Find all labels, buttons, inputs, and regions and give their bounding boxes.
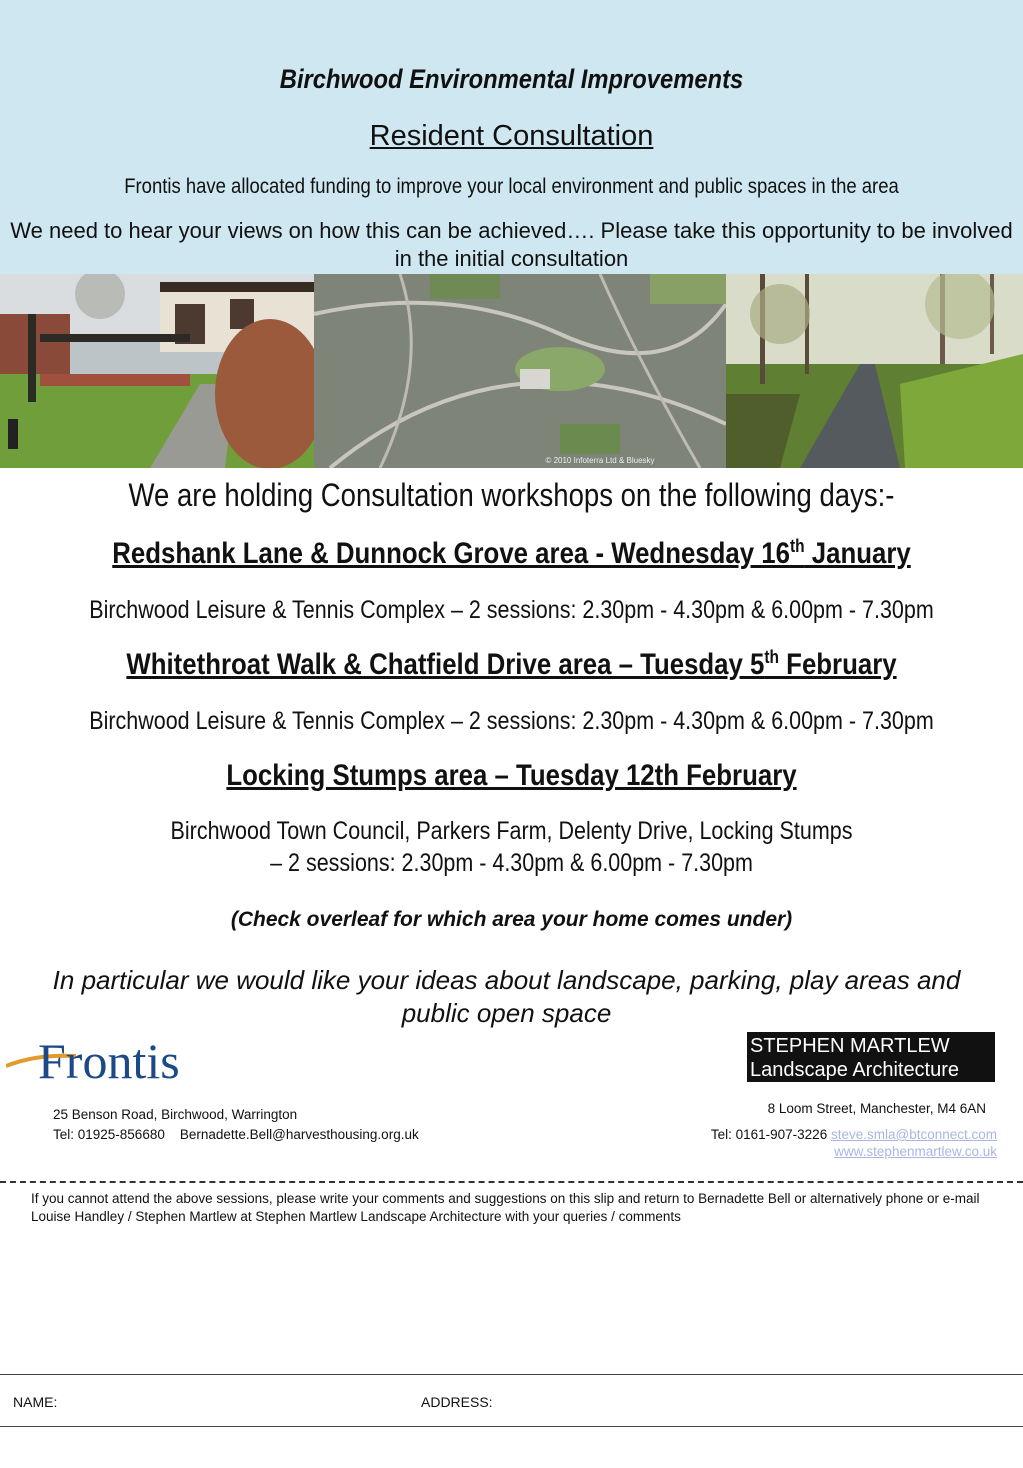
- sm-logo-line2: Landscape Architecture: [750, 1059, 960, 1081]
- aerial-photo: [314, 274, 726, 468]
- page-title: Birchwood Environmental Improvements: [279, 64, 744, 94]
- slip-bottom-rule: [0, 1426, 1023, 1427]
- session-2-area-sup: th: [764, 647, 780, 667]
- funding-text: Frontis have allocated funding to improve your local environment and public spaces in the area: [124, 175, 899, 198]
- session-1-area: [72, 537, 952, 571]
- stephen-martlew-logo: [747, 1032, 995, 1082]
- sm-logo-line1: STEPHEN MARTLEW: [750, 1035, 950, 1057]
- address-label: ADDRESS:: [421, 1394, 493, 1410]
- martlew-website-line: [711, 1142, 997, 1162]
- views-text: We need to hear your views on how this can be achieved…. Please take this opportunity to be involved in the initial consultation: [10, 218, 1013, 271]
- session-3-area-text: Locking Stumps area – Tuesday 12th February: [226, 759, 797, 792]
- martlew-email-link[interactable]: steve.smla@btconnect.com: [830, 1127, 997, 1142]
- martlew-contact: [711, 1099, 997, 1162]
- photo-strip-image: [0, 274, 1023, 468]
- session-1-area-sup: th: [789, 536, 805, 556]
- map-caption: © 2010 Infoterra Ltd & Bluesky: [545, 456, 655, 465]
- frontis-tel: Tel: 01925-856680: [53, 1127, 165, 1142]
- slip-top-rule: [0, 1374, 1023, 1375]
- session-1-venue: Birchwood Leisure & Tennis Complex – 2 sessions: 2.30pm - 4.30pm & 6.00pm - 7.30pm: [89, 596, 934, 624]
- session-2-area-end: February: [779, 648, 897, 681]
- housing-photo: [0, 274, 325, 468]
- header-banner: [0, 0, 1023, 274]
- frontis-logo: [6, 1032, 221, 1088]
- frontis-logo-text: Frontis: [38, 1033, 180, 1088]
- check-overleaf-note: (Check overleaf for which area your home comes under): [230, 908, 793, 931]
- session-2-venue: Birchwood Leisure & Tennis Complex – 2 sessions: 2.30pm - 4.30pm & 6.00pm - 7.30pm: [89, 707, 934, 735]
- frontis-email: Bernadette.Bell@harvesthousing.org.uk: [179, 1127, 419, 1142]
- frontis-logo-image: [6, 1032, 221, 1088]
- cut-line: [0, 1181, 1023, 1183]
- martlew-website-link[interactable]: www.stephenmartlew.co.uk: [834, 1144, 997, 1159]
- page-subtitle: Resident Consultation: [369, 120, 654, 152]
- session-1-area-text: Redshank Lane & Dunnock Grove area - Wednesday 16: [112, 537, 790, 570]
- session-1-area-end: January: [804, 537, 911, 570]
- session-3-area: [72, 759, 952, 793]
- ideas-text: In particular we would like your ideas about landscape, parking, play areas and public open space: [52, 965, 961, 1028]
- slip-instructions: If you cannot attend the above sessions, please write your comments and suggestions on this slip and return to Bernadette Bell or alternatively phone or e-mail Louise Handley / Stephen Martlew at Stephen Martlew Landscape Architecture with your queries / comments: [31, 1191, 980, 1224]
- photo-strip: [0, 274, 1023, 468]
- workshops-intro: We are holding Consultation workshops on the following days:-: [128, 477, 895, 513]
- martlew-address: 8 Loom Street, Manchester, M4 6AN: [767, 1101, 986, 1116]
- frontis-contact: [53, 1105, 419, 1145]
- martlew-tel: Tel: 0161-907-3226: [710, 1127, 828, 1142]
- frontis-address: 25 Benson Road, Birchwood, Warrington: [53, 1107, 298, 1122]
- session-2-area: [72, 648, 952, 682]
- frontis-tel-line: [53, 1125, 419, 1145]
- session-3-venue-line1: Birchwood Town Council, Parkers Farm, Delenty Drive, Locking Stumps: [170, 817, 853, 845]
- session-2-area-text: Whitethroat Walk & Chatfield Drive area – Tuesday 5: [126, 648, 765, 681]
- path-photo: [726, 274, 1023, 468]
- session-3-venue-line2: – 2 sessions: 2.30pm - 4.30pm & 6.00pm - 7.30pm: [270, 849, 753, 877]
- name-label: NAME:: [13, 1394, 58, 1410]
